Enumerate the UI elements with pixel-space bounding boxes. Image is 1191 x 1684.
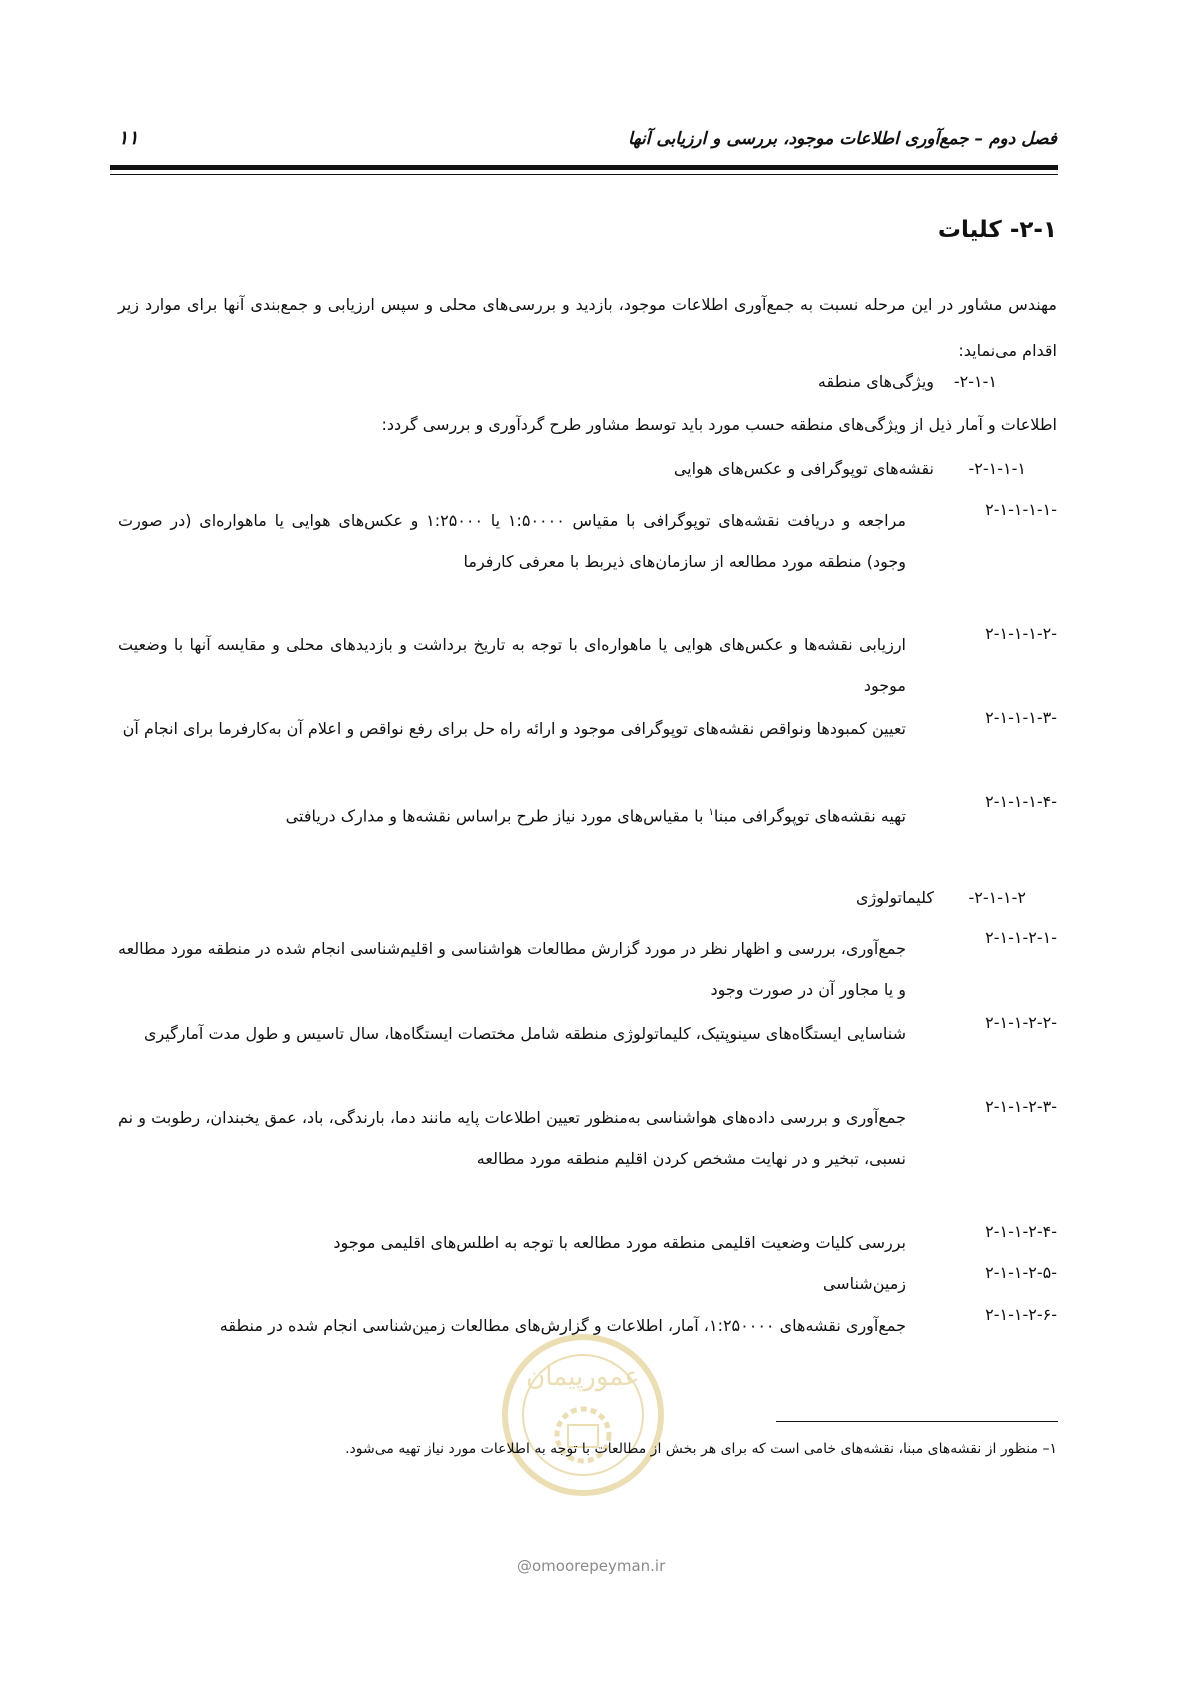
group-number: ۲-۱-۱-۱- [968,459,1026,478]
intro-paragraph: مهندس مشاور در این مرحله نسبت به جمع‌آوری اطلاعات موجود، بازدید و بررسی‌های محلی و سپس ارزیابی و جمع‌بندی آنها برای موارد زیر اقدام می‌نماید: [118,295,1057,360]
item-number: ۲-۱-۱-۱-۱- [985,500,1057,519]
chapter-header-title: فصل دوم – جمع‌آوری اطلاعات موجود، بررسی و ارزیابی آنها [628,129,1057,149]
header-rule-thin [110,174,1058,175]
group-title: نقشه‌های توپوگرافی و عکس‌های هوایی [673,459,934,478]
page-number: ۱۱ [118,127,139,149]
group-number: ۲-۱-۱-۲- [968,888,1026,907]
subsection-description: اطلاعات و آمار ذیل از ویژگی‌های منطقه حسب مورد باید توسط مشاور طرح گردآوری و بررسی گردد: [381,415,1057,434]
item-text: ارزیابی نقشه‌ها و عکس‌های هوایی یا ماهواره‌ای با توجه به تاریخ برداشت و بازدیدهای محلی و مقایسه آنها با وضعیت موجود [118,635,906,695]
item-text-part-b: با مقیاس‌های مورد نیاز طرح براساس نقشه‌ها و مدارک دریافتی [285,806,709,826]
watermark-logo-icon [498,1330,668,1500]
footnote-rule [776,1421,1058,1422]
subsection-number [954,372,997,391]
footnote: ۱– منظور از نقشه‌های مبنا، نقشه‌های خامی است که برای هر بخش از مطالعات با توجه به اطلاعات مورد نیاز تهیه می‌شود. [345,1441,1057,1457]
item-text: شناسایی ایستگاه‌های سینوپتیک، کلیماتولوژی منطقه شامل مختصات ایستگاه‌ها، سال تاسیس و طول مدت آمارگیری [143,1024,906,1043]
item-number: ۲-۱-۱-۲-۶- [985,1305,1057,1324]
item-text: تعیین کمبودها ونواقص نقشه‌های توپوگرافی موجود و ارائه راه حل برای رفع نواقص و اعلام آن به‌کارفرما برای انجام آن [122,719,906,738]
item-number: ۲-۱-۱-۲-۲- [985,1013,1057,1032]
item-text: مراجعه و دریافت نقشه‌های توپوگرافی با مقیاس ۱:۵۰۰۰۰ یا ۱:۲۵۰۰۰ و عکس‌های هوایی یا ماهواره‌ای (در صورت وجود) منطقه مورد مطالعه از سازمان‌های ذیربط با معرفی کارفرما [118,511,907,571]
item-text-part-a: تهیه نقشه‌های توپوگرافی مبنا [713,806,906,826]
watermark-site-url: @omoorepeyman.ir [517,1557,666,1575]
item-number: ۲-۱-۱-۲-۵- [985,1263,1057,1282]
item-text: جمع‌آوری نقشه‌های ۱:۲۵۰۰۰۰، آمار، اطلاعات و گزارش‌های مطالعات زمین‌شناسی انجام شده در منطقه [219,1316,906,1335]
subsection-title: ویژگی‌های منطقه [817,372,934,391]
item-number: ۲-۱-۱-۱-۴- [985,792,1057,811]
item-text: بررسی کلیات وضعیت اقلیمی منطقه مورد مطالعه با توجه به اطلس‌های اقلیمی موجود [333,1233,906,1252]
item-number: ۲-۱-۱-۱-۲- [985,624,1057,643]
item-number: ۲-۱-۱-۲-۳- [985,1097,1057,1116]
item-text [118,792,906,836]
item-text: زمین‌شناسی [822,1274,906,1293]
footnote-marker: ۱ [708,807,714,818]
item-number: ۲-۱-۱-۲-۴- [985,1222,1057,1241]
header-rule-thick [110,165,1058,170]
section-heading: ۲-۱- کلیات [937,217,1057,243]
item-number: ۲-۱-۱-۲-۱- [985,928,1057,947]
item-number: ۲-۱-۱-۱-۳- [985,708,1057,727]
group-title: کلیماتولوژی [856,888,934,907]
item-text: جمع‌آوری، بررسی و اظهار نظر در مورد گزارش مطالعات هواشناسی و اقلیم‌شناسی انجام شده در منطقه مورد مطالعه و یا مجاور آن در صورت وجود [118,939,906,999]
watermark-logo-text: عمورپیمان [526,1362,640,1392]
item-text: جمع‌آوری و بررسی داده‌های هواشناسی به‌منظور تعیین اطلاعات پایه مانند دما، بارندگی، باد، عمق یخبندان، رطوبت و نم نسبی، تبخیر و در نهایت مشخص کردن اقلیم منطقه مورد مطالعه [118,1108,906,1168]
subsection-number-text: ۲-۱-۱- [953,372,997,391]
